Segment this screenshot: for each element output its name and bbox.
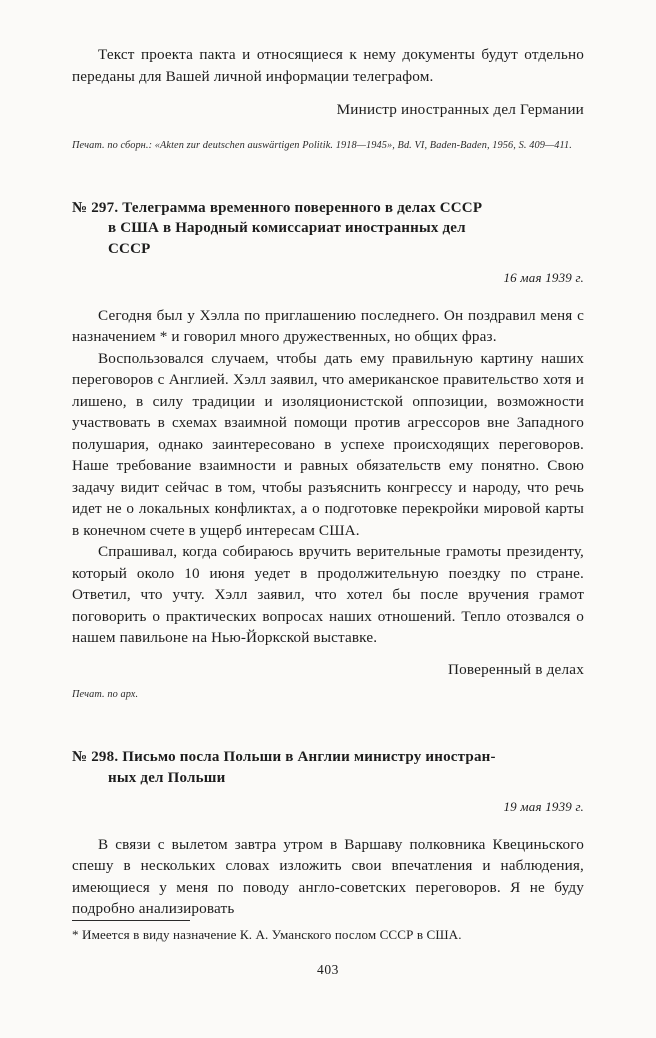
doc-297-number: № 297. xyxy=(72,199,119,216)
doc-297-body xyxy=(72,305,584,649)
doc-298-date: 19 мая 1939 г. xyxy=(503,799,584,814)
doc-298-title-line1: Письмо посла Польши в Англии министру иностран- xyxy=(122,749,496,765)
doc-297-paragraph-3: Спрашивал, когда собираюсь вручить верительные грамоты президенту, который около 10 июня уедет в продолжительную поездку по стране. Ответил, что учту. Хэлл заявил, что хотел бы после вручения грамот поговорить о практических вопросах наших отношений. Тепло отозвался о нашем павильоне на Нью-Йоркской выставке. xyxy=(72,543,584,646)
source-note-doc-297: Печат. по арх. xyxy=(72,689,139,700)
page-number: 403 xyxy=(316,962,340,977)
doc-297-paragraph-1: Сегодня был у Хэлла по приглашению последнего. Он поздравил меня с назначением * и говорил много дружественных, но общих фраз. xyxy=(72,306,584,345)
doc-298-title-line2: ных дел Польши xyxy=(108,769,226,786)
doc-298-paragraph-1: В связи с вылетом завтра утром в Варшаву полковника Квециньского спешу в нескольких словах изложить свои впечатления и наблюдения, имеющиеся у меня по поводу англо-советских переговоров. Я не буду подробно анализировать xyxy=(72,835,584,917)
doc-297-heading xyxy=(72,198,584,260)
page-content xyxy=(72,44,584,920)
doc-297-paragraph-2: Воспользовался случаем, чтобы дать ему правильную картину наших переговоров с Англией. Хэлл заявил, что американское правительство хотя и лишено, в силу традиции и изоляционистской оппозиции, возможности участвовать в схемах взаимной помощи против агрессоров вне Западного полушария, однако заинтересовано в успехе происходящих переговоров. Наше требование взаимности и равных обязательств ему понятно. Свою задачу видит сейчас в том, чтобы разъяснить конгрессу и народу, что речь идет не о локальных конфликтах, а о подготовке перекройки мировой карты в конечном счете в ущерб интересам США. xyxy=(72,349,584,539)
top-signature: Министр иностранных дел Германии xyxy=(336,101,584,118)
doc-297-signature: Поверенный в делах xyxy=(447,660,584,678)
top-paragraph: Текст проекта пакта и относящиеся к нему документы будут отдельно переданы для Вашей личной информации телеграфом. xyxy=(72,46,584,85)
doc-298-body xyxy=(72,834,584,920)
footnote-text: * Имеется в виду назначение К. А. Уманского послом СССР в США. xyxy=(72,927,462,942)
footnote-divider xyxy=(72,920,190,921)
doc-297-date: 16 мая 1939 г. xyxy=(503,270,584,285)
source-note-top: Печат. по сборн.: «Akten zur deutschen auswärtigen Politik. 1918—1945», Bd. VI, Baden-Baden, 1956, S. 409—411. xyxy=(72,139,572,151)
doc-297-title-line3: СССР xyxy=(108,240,151,257)
doc-297-title-line2: в США в Народный комиссариат иностранных дел xyxy=(108,220,466,236)
doc-297-title-line1: Телеграмма временного поверенного в делах СССР xyxy=(122,199,483,216)
doc-298-number: № 298. xyxy=(72,749,119,765)
doc-298-heading xyxy=(72,747,584,788)
